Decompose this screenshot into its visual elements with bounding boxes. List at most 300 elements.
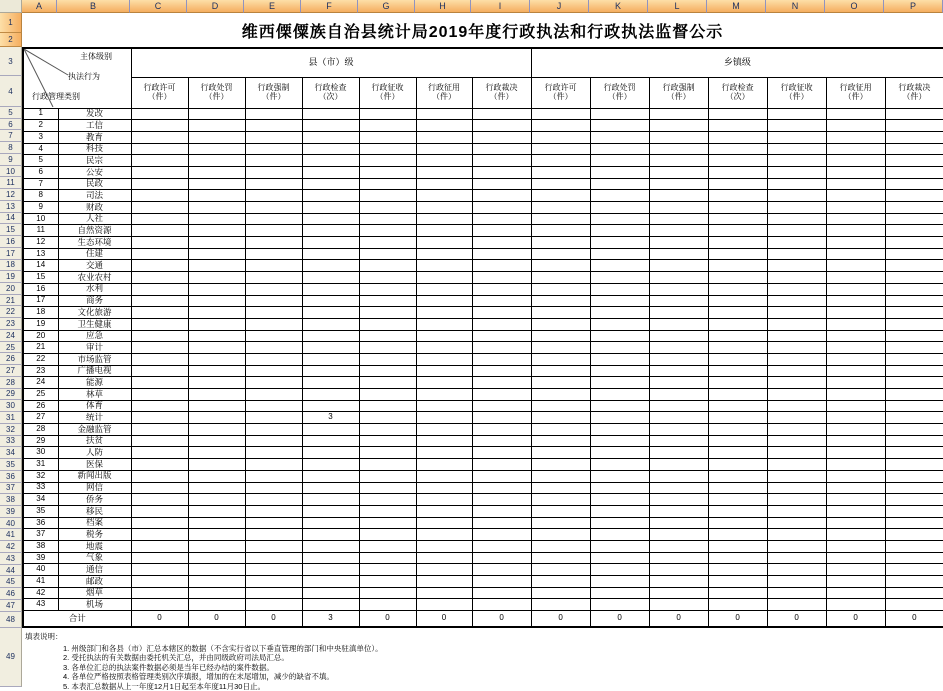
cell-K32[interactable]	[590, 424, 649, 436]
cell-A44[interactable]: 40	[23, 564, 58, 576]
cell-N19[interactable]	[767, 272, 826, 284]
cell-G13[interactable]	[359, 202, 416, 214]
cell-K11[interactable]	[590, 178, 649, 190]
cell-I24[interactable]	[472, 330, 531, 342]
cell-K16[interactable]	[590, 237, 649, 249]
cell-C17[interactable]	[131, 248, 188, 260]
measure-header-I[interactable]	[472, 77, 531, 108]
cell-J44[interactable]	[531, 564, 590, 576]
cell-F36[interactable]	[302, 470, 359, 482]
cell-D46[interactable]	[188, 587, 245, 599]
cell-E22[interactable]	[245, 307, 302, 319]
cell-O26[interactable]	[826, 353, 885, 365]
cell-K5[interactable]	[590, 108, 649, 120]
cell-G10[interactable]	[359, 166, 416, 178]
cell-B31[interactable]: 统计	[58, 412, 131, 424]
cell-A38[interactable]: 34	[23, 494, 58, 506]
cell-D42[interactable]	[188, 540, 245, 552]
cell-O44[interactable]	[826, 564, 885, 576]
cell-O19[interactable]	[826, 272, 885, 284]
cell-E40[interactable]	[245, 517, 302, 529]
cell-O30[interactable]	[826, 400, 885, 412]
cell-C34[interactable]	[131, 447, 188, 459]
cell-P7[interactable]	[885, 131, 943, 143]
cell-F24[interactable]	[302, 330, 359, 342]
cell-A33[interactable]: 29	[23, 435, 58, 447]
cell-E29[interactable]	[245, 389, 302, 401]
row-header-48[interactable]: 48	[0, 612, 22, 628]
cell-J16[interactable]	[531, 237, 590, 249]
cell-M45[interactable]	[708, 576, 767, 588]
cell-J18[interactable]	[531, 260, 590, 272]
cell-D11[interactable]	[188, 178, 245, 190]
cell-O9[interactable]	[826, 155, 885, 167]
cell-I14[interactable]	[472, 213, 531, 225]
cell-P34[interactable]	[885, 447, 943, 459]
cell-H40[interactable]	[416, 517, 472, 529]
cell-P29[interactable]	[885, 389, 943, 401]
measure-header-L[interactable]	[649, 77, 708, 108]
cell-K43[interactable]	[590, 552, 649, 564]
cell-J7[interactable]	[531, 131, 590, 143]
column-header-J[interactable]: J	[530, 0, 589, 13]
row-header-38[interactable]: 38	[0, 494, 22, 506]
group-header-township[interactable]: 乡镇级	[531, 48, 943, 77]
cell-G18[interactable]	[359, 260, 416, 272]
cell-H6[interactable]	[416, 120, 472, 132]
cell-L17[interactable]	[649, 248, 708, 260]
cell-E42[interactable]	[245, 540, 302, 552]
cell-D45[interactable]	[188, 576, 245, 588]
cell-E17[interactable]	[245, 248, 302, 260]
column-header-B[interactable]: B	[57, 0, 130, 13]
cell-E12[interactable]	[245, 190, 302, 202]
cell-N34[interactable]	[767, 447, 826, 459]
cell-E34[interactable]	[245, 447, 302, 459]
cell-K45[interactable]	[590, 576, 649, 588]
cell-J24[interactable]	[531, 330, 590, 342]
cell-L44[interactable]	[649, 564, 708, 576]
cell-P42[interactable]	[885, 540, 943, 552]
cell-K42[interactable]	[590, 540, 649, 552]
cell-A41[interactable]: 37	[23, 529, 58, 541]
cell-F39[interactable]	[302, 505, 359, 517]
cell-G32[interactable]	[359, 424, 416, 436]
cell-N32[interactable]	[767, 424, 826, 436]
cell-C30[interactable]	[131, 400, 188, 412]
cell-N40[interactable]	[767, 517, 826, 529]
cell-H11[interactable]	[416, 178, 472, 190]
cell-H43[interactable]	[416, 552, 472, 564]
cell-H36[interactable]	[416, 470, 472, 482]
cell-C13[interactable]	[131, 202, 188, 214]
cell-J37[interactable]	[531, 482, 590, 494]
cell-M37[interactable]	[708, 482, 767, 494]
cell-A8[interactable]: 4	[23, 143, 58, 155]
cell-J14[interactable]	[531, 213, 590, 225]
cell-N36[interactable]	[767, 470, 826, 482]
cell-F25[interactable]	[302, 342, 359, 354]
cell-A13[interactable]: 9	[23, 202, 58, 214]
cell-J6[interactable]	[531, 120, 590, 132]
cell-J31[interactable]	[531, 412, 590, 424]
cell-A47[interactable]: 43	[23, 599, 58, 611]
cell-I22[interactable]	[472, 307, 531, 319]
cell-A46[interactable]: 42	[23, 587, 58, 599]
cell-A34[interactable]: 30	[23, 447, 58, 459]
cell-N44[interactable]	[767, 564, 826, 576]
cell-P35[interactable]	[885, 459, 943, 471]
cell-A17[interactable]: 13	[23, 248, 58, 260]
cell-A36[interactable]: 32	[23, 470, 58, 482]
cell-G12[interactable]	[359, 190, 416, 202]
cell-H31[interactable]	[416, 412, 472, 424]
totals-cell-M48[interactable]: 0	[708, 611, 767, 627]
cell-N14[interactable]	[767, 213, 826, 225]
cell-I41[interactable]	[472, 529, 531, 541]
cell-B41[interactable]: 税务	[58, 529, 131, 541]
cell-C12[interactable]	[131, 190, 188, 202]
cell-G15[interactable]	[359, 225, 416, 237]
column-header-A[interactable]: A	[22, 0, 57, 13]
row-header-9[interactable]: 9	[0, 154, 22, 166]
cell-B32[interactable]: 金融监管	[58, 424, 131, 436]
cell-N42[interactable]	[767, 540, 826, 552]
column-header-I[interactable]: I	[471, 0, 530, 13]
cell-F37[interactable]	[302, 482, 359, 494]
cell-J46[interactable]	[531, 587, 590, 599]
cell-L35[interactable]	[649, 459, 708, 471]
cell-N43[interactable]	[767, 552, 826, 564]
cell-N25[interactable]	[767, 342, 826, 354]
cell-H23[interactable]	[416, 318, 472, 330]
cell-C37[interactable]	[131, 482, 188, 494]
cell-I46[interactable]	[472, 587, 531, 599]
cell-L6[interactable]	[649, 120, 708, 132]
cell-M12[interactable]	[708, 190, 767, 202]
cell-M17[interactable]	[708, 248, 767, 260]
cell-L41[interactable]	[649, 529, 708, 541]
cell-P27[interactable]	[885, 365, 943, 377]
cell-B20[interactable]: 水利	[58, 283, 131, 295]
cell-O35[interactable]	[826, 459, 885, 471]
row-header-8[interactable]: 8	[0, 142, 22, 154]
cell-F34[interactable]	[302, 447, 359, 459]
cell-G21[interactable]	[359, 295, 416, 307]
cell-I11[interactable]	[472, 178, 531, 190]
cell-J27[interactable]	[531, 365, 590, 377]
column-header-P[interactable]: P	[884, 0, 943, 13]
measure-header-M[interactable]	[708, 77, 767, 108]
cell-D14[interactable]	[188, 213, 245, 225]
cell-J5[interactable]	[531, 108, 590, 120]
cell-E44[interactable]	[245, 564, 302, 576]
cell-F6[interactable]	[302, 120, 359, 132]
cell-F21[interactable]	[302, 295, 359, 307]
cell-O42[interactable]	[826, 540, 885, 552]
totals-label-cell[interactable]: 合计	[23, 611, 131, 627]
cell-J9[interactable]	[531, 155, 590, 167]
cell-N31[interactable]	[767, 412, 826, 424]
cell-I10[interactable]	[472, 166, 531, 178]
cell-C40[interactable]	[131, 517, 188, 529]
cell-M11[interactable]	[708, 178, 767, 190]
row-header-19[interactable]: 19	[0, 271, 22, 283]
cell-P39[interactable]	[885, 505, 943, 517]
measure-header-J[interactable]	[531, 77, 590, 108]
cell-B36[interactable]: 新闻出版	[58, 470, 131, 482]
cell-P22[interactable]	[885, 307, 943, 319]
cell-K31[interactable]	[590, 412, 649, 424]
cell-B35[interactable]: 医保	[58, 459, 131, 471]
cell-N38[interactable]	[767, 494, 826, 506]
cell-F15[interactable]	[302, 225, 359, 237]
cell-H12[interactable]	[416, 190, 472, 202]
cell-C42[interactable]	[131, 540, 188, 552]
cell-O11[interactable]	[826, 178, 885, 190]
cell-N7[interactable]	[767, 131, 826, 143]
cell-M36[interactable]	[708, 470, 767, 482]
cell-F16[interactable]	[302, 237, 359, 249]
cell-P43[interactable]	[885, 552, 943, 564]
cell-I39[interactable]	[472, 505, 531, 517]
cell-G38[interactable]	[359, 494, 416, 506]
cell-K33[interactable]	[590, 435, 649, 447]
row-header-10[interactable]: 10	[0, 166, 22, 178]
cell-G31[interactable]	[359, 412, 416, 424]
cell-B23[interactable]: 卫生健康	[58, 318, 131, 330]
cell-D36[interactable]	[188, 470, 245, 482]
cell-D41[interactable]	[188, 529, 245, 541]
cell-K46[interactable]	[590, 587, 649, 599]
cell-O28[interactable]	[826, 377, 885, 389]
cell-I23[interactable]	[472, 318, 531, 330]
cell-M43[interactable]	[708, 552, 767, 564]
cell-J17[interactable]	[531, 248, 590, 260]
row-header-33[interactable]: 33	[0, 436, 22, 448]
cell-L5[interactable]	[649, 108, 708, 120]
cell-H20[interactable]	[416, 283, 472, 295]
cell-P26[interactable]	[885, 353, 943, 365]
cell-F13[interactable]	[302, 202, 359, 214]
cell-L32[interactable]	[649, 424, 708, 436]
cell-N18[interactable]	[767, 260, 826, 272]
cell-D13[interactable]	[188, 202, 245, 214]
cell-K37[interactable]	[590, 482, 649, 494]
cell-D8[interactable]	[188, 143, 245, 155]
cell-J22[interactable]	[531, 307, 590, 319]
cell-A39[interactable]: 35	[23, 505, 58, 517]
cell-G47[interactable]	[359, 599, 416, 611]
cell-P23[interactable]	[885, 318, 943, 330]
cell-N46[interactable]	[767, 587, 826, 599]
cell-M34[interactable]	[708, 447, 767, 459]
cell-H5[interactable]	[416, 108, 472, 120]
cell-E20[interactable]	[245, 283, 302, 295]
cell-H35[interactable]	[416, 459, 472, 471]
row-header-40[interactable]: 40	[0, 518, 22, 530]
cell-G24[interactable]	[359, 330, 416, 342]
cell-H7[interactable]	[416, 131, 472, 143]
cell-M42[interactable]	[708, 540, 767, 552]
cell-O31[interactable]	[826, 412, 885, 424]
cell-I25[interactable]	[472, 342, 531, 354]
cell-F43[interactable]	[302, 552, 359, 564]
cell-L38[interactable]	[649, 494, 708, 506]
cell-O46[interactable]	[826, 587, 885, 599]
cell-P25[interactable]	[885, 342, 943, 354]
cell-D40[interactable]	[188, 517, 245, 529]
cell-B10[interactable]: 公安	[58, 166, 131, 178]
cell-L7[interactable]	[649, 131, 708, 143]
cell-B33[interactable]: 扶贫	[58, 435, 131, 447]
cell-N27[interactable]	[767, 365, 826, 377]
totals-cell-P48[interactable]: 0	[885, 611, 943, 627]
cell-M26[interactable]	[708, 353, 767, 365]
cell-K7[interactable]	[590, 131, 649, 143]
row-header-29[interactable]: 29	[0, 389, 22, 401]
cell-D15[interactable]	[188, 225, 245, 237]
cell-O8[interactable]	[826, 143, 885, 155]
cell-H41[interactable]	[416, 529, 472, 541]
cell-D25[interactable]	[188, 342, 245, 354]
cell-P21[interactable]	[885, 295, 943, 307]
group-header-county[interactable]: 县（市）级	[131, 48, 531, 77]
cell-P37[interactable]	[885, 482, 943, 494]
cell-L23[interactable]	[649, 318, 708, 330]
cell-H32[interactable]	[416, 424, 472, 436]
cell-G30[interactable]	[359, 400, 416, 412]
cell-K28[interactable]	[590, 377, 649, 389]
cell-I21[interactable]	[472, 295, 531, 307]
cell-P11[interactable]	[885, 178, 943, 190]
cell-C14[interactable]	[131, 213, 188, 225]
cell-E15[interactable]	[245, 225, 302, 237]
row-header-14[interactable]: 14	[0, 213, 22, 225]
row-header-21[interactable]: 21	[0, 295, 22, 307]
cell-L19[interactable]	[649, 272, 708, 284]
cell-D28[interactable]	[188, 377, 245, 389]
row-header-2[interactable]: 2	[0, 33, 22, 47]
cell-L27[interactable]	[649, 365, 708, 377]
row-header-47[interactable]: 47	[0, 600, 22, 612]
cell-H13[interactable]	[416, 202, 472, 214]
cell-O25[interactable]	[826, 342, 885, 354]
cell-O22[interactable]	[826, 307, 885, 319]
cell-H24[interactable]	[416, 330, 472, 342]
totals-cell-C48[interactable]: 0	[131, 611, 188, 627]
cell-G6[interactable]	[359, 120, 416, 132]
cell-C8[interactable]	[131, 143, 188, 155]
cell-K12[interactable]	[590, 190, 649, 202]
cell-B16[interactable]: 生态环境	[58, 237, 131, 249]
column-header-M[interactable]: M	[707, 0, 766, 13]
cell-M46[interactable]	[708, 587, 767, 599]
cell-D43[interactable]	[188, 552, 245, 564]
cell-I5[interactable]	[472, 108, 531, 120]
cell-G14[interactable]	[359, 213, 416, 225]
cell-E11[interactable]	[245, 178, 302, 190]
cell-E26[interactable]	[245, 353, 302, 365]
cell-D44[interactable]	[188, 564, 245, 576]
cell-D21[interactable]	[188, 295, 245, 307]
cell-F45[interactable]	[302, 576, 359, 588]
cell-I31[interactable]	[472, 412, 531, 424]
cell-L40[interactable]	[649, 517, 708, 529]
cell-J8[interactable]	[531, 143, 590, 155]
cell-L45[interactable]	[649, 576, 708, 588]
cell-O24[interactable]	[826, 330, 885, 342]
cell-I47[interactable]	[472, 599, 531, 611]
cell-F42[interactable]	[302, 540, 359, 552]
cell-F30[interactable]	[302, 400, 359, 412]
cell-I19[interactable]	[472, 272, 531, 284]
cell-H8[interactable]	[416, 143, 472, 155]
cell-E36[interactable]	[245, 470, 302, 482]
cell-K25[interactable]	[590, 342, 649, 354]
row-header-44[interactable]: 44	[0, 565, 22, 577]
cell-L42[interactable]	[649, 540, 708, 552]
cell-M27[interactable]	[708, 365, 767, 377]
cell-B9[interactable]: 民宗	[58, 155, 131, 167]
cell-M18[interactable]	[708, 260, 767, 272]
cell-L39[interactable]	[649, 505, 708, 517]
cell-K23[interactable]	[590, 318, 649, 330]
cell-J20[interactable]	[531, 283, 590, 295]
row-header-1[interactable]: 1	[0, 13, 22, 33]
row-header-41[interactable]: 41	[0, 529, 22, 541]
cell-H39[interactable]	[416, 505, 472, 517]
cell-A26[interactable]: 22	[23, 353, 58, 365]
cell-N8[interactable]	[767, 143, 826, 155]
cell-L26[interactable]	[649, 353, 708, 365]
cell-D19[interactable]	[188, 272, 245, 284]
cell-I12[interactable]	[472, 190, 531, 202]
row-header-18[interactable]: 18	[0, 260, 22, 272]
measure-header-K[interactable]	[590, 77, 649, 108]
cell-A32[interactable]: 28	[23, 424, 58, 436]
cell-J33[interactable]	[531, 435, 590, 447]
cell-A5[interactable]: 1	[23, 108, 58, 120]
cell-B43[interactable]: 气象	[58, 552, 131, 564]
totals-cell-E48[interactable]: 0	[245, 611, 302, 627]
cell-H45[interactable]	[416, 576, 472, 588]
row-header-49[interactable]: 49	[0, 628, 22, 687]
cell-H27[interactable]	[416, 365, 472, 377]
cell-O17[interactable]	[826, 248, 885, 260]
cell-F5[interactable]	[302, 108, 359, 120]
cell-K6[interactable]	[590, 120, 649, 132]
cell-J39[interactable]	[531, 505, 590, 517]
cell-E35[interactable]	[245, 459, 302, 471]
cell-M29[interactable]	[708, 389, 767, 401]
cell-N37[interactable]	[767, 482, 826, 494]
cell-C43[interactable]	[131, 552, 188, 564]
cell-I7[interactable]	[472, 131, 531, 143]
cell-L20[interactable]	[649, 283, 708, 295]
cell-L24[interactable]	[649, 330, 708, 342]
cell-H25[interactable]	[416, 342, 472, 354]
cell-D16[interactable]	[188, 237, 245, 249]
cell-N6[interactable]	[767, 120, 826, 132]
column-header-O[interactable]: O	[825, 0, 884, 13]
cell-H30[interactable]	[416, 400, 472, 412]
cell-L37[interactable]	[649, 482, 708, 494]
cell-M7[interactable]	[708, 131, 767, 143]
cell-B37[interactable]: 网信	[58, 482, 131, 494]
cell-B14[interactable]: 人社	[58, 213, 131, 225]
cell-P9[interactable]	[885, 155, 943, 167]
